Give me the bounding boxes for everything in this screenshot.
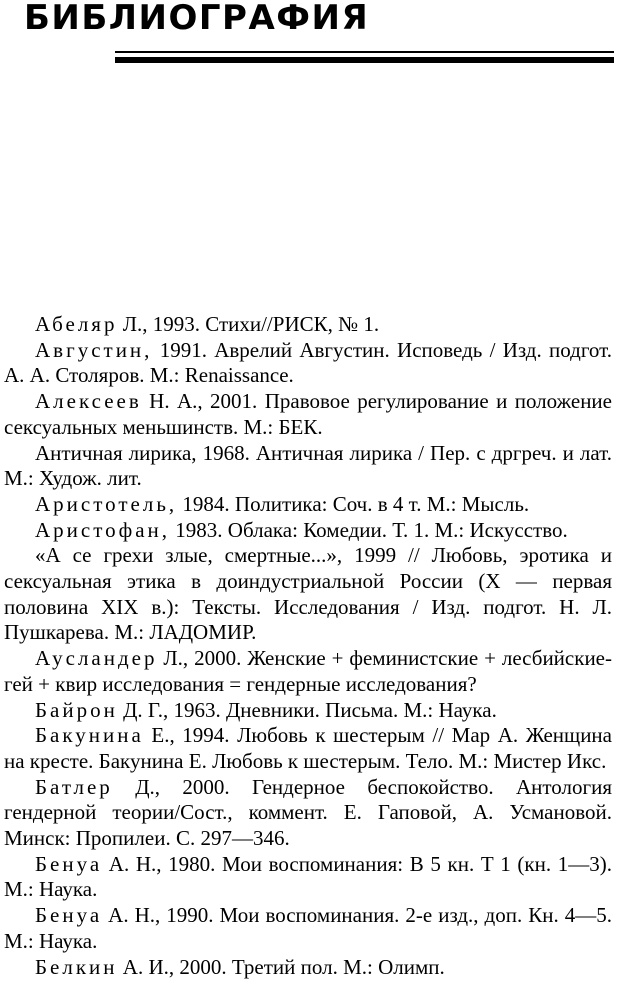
entry-author: Бакунина [35, 723, 144, 748]
entry-author: Бенуа [35, 903, 103, 928]
entry-text: А. Н., 1990. Мои воспоминания. 2-е изд., доп. Кн. 4—5. М.: Наука. [4, 903, 612, 953]
entry-text: «А се грехи злые, смертные...», 1999 // Любовь, эротика и сексуальная этика в доиндустриальной России (X — первая половина XIX в.): Тексты. Исследования / Изд. подгот. Н. Л. Пушкарева. М.: ЛАДОМИР. [4, 543, 612, 645]
entry-text: Л., 1993. Стихи//РИСК, № 1. [117, 312, 380, 336]
entry-author: Байрон [35, 697, 118, 722]
bibliography-entry [4, 338, 612, 389]
bibliography-entry [4, 441, 612, 492]
entry-author: Аристотель, [35, 491, 178, 516]
entry-text: 1984. Политика: Соч. в 4 т. М.: Мысль. [177, 491, 530, 516]
bibliography-entry [4, 903, 612, 954]
entry-text: 1983. Облака: Комедии. Т. 1. М.: Искусство. [170, 517, 568, 542]
page-title: БИБЛИОГРАФИЯ [24, 0, 370, 38]
bibliography-entry [4, 518, 612, 544]
entry-text: А. И., 2000. Третий пол. М.: Олимп. [117, 954, 445, 979]
bibliography-entry [4, 698, 612, 724]
entry-author: Аристофан, [35, 517, 171, 542]
bibliography-entry [4, 775, 612, 852]
entry-text: 1991. Аврелий Августин. Исповедь / Изд. подгот. А. А. Столяров. М.: Renaissance. [4, 337, 612, 388]
bibliography-entry [4, 852, 612, 903]
entry-author: Белкин [35, 954, 118, 979]
entry-author: Аусландер [35, 646, 158, 671]
entry-author: Августин, [35, 337, 153, 362]
entry-text: А. Н., 1980. Мои воспоминания: В 5 кн. Т 1 (кн. 1—3). М.: Наука. [4, 851, 612, 902]
entry-text: Н. А., 2001. Правовое регулирование и положение сексуальных меньшинств. М.: БЕК. [4, 389, 612, 439]
bibliography-entry [4, 955, 612, 981]
heading-rule-thin [115, 51, 614, 53]
entry-author: Бенуа [35, 851, 103, 876]
bibliography-entry [4, 646, 612, 697]
entry-text: Л., 2000. Женские + феминистские + лесбийские-гей + квир исследования = гендерные исследования? [4, 646, 612, 696]
bibliography-list [4, 312, 612, 980]
heading-rule-thick [115, 57, 614, 63]
entry-author: Батлер [35, 774, 113, 799]
entry-text: Д. Г., 1963. Дневники. Письма. М.: Наука. [117, 697, 497, 722]
entry-author: Алексеев [35, 389, 142, 414]
entry-author: Абеляр [35, 312, 118, 336]
entry-text: Античная лирика, 1968. Античная лирика / Пер. с дргреч. и лат. М.: Худож. лит. [4, 440, 612, 491]
entry-text: Д., 2000. Гендерное беспокойство. Антология гендерной теории/Сост., коммент. Е. Гаповой, А. Усмановой. Минск: Пропилеи. С. 297—346. [4, 774, 612, 851]
bibliography-entry [4, 723, 612, 774]
entry-text: Е., 1994. Любовь к шестерым // Мар А. Женщина на кресте. Бакунина Е. Любовь к шестерым. Тело. М.: Мистер Икс. [4, 723, 612, 773]
bibliography-entry [4, 312, 612, 338]
bibliography-entry [4, 389, 612, 440]
bibliography-entry [4, 543, 612, 646]
bibliography-entry [4, 492, 612, 518]
